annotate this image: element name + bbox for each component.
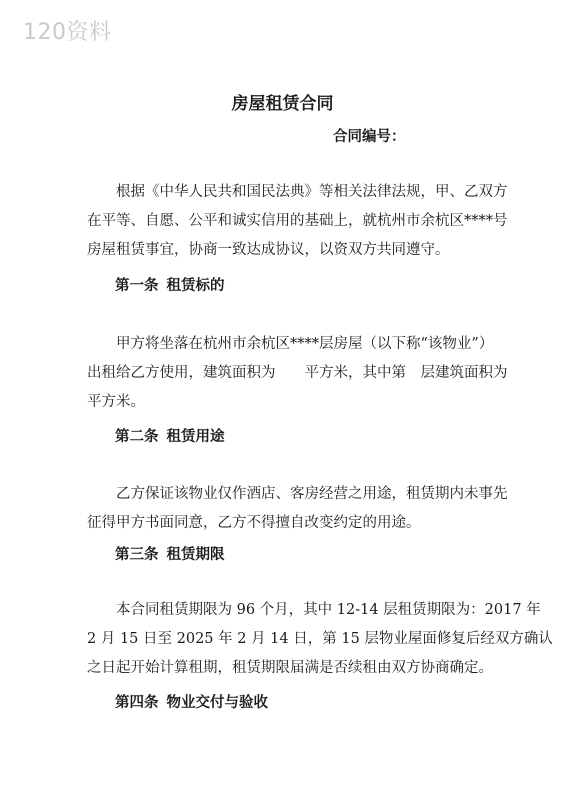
section-title: 租赁期限 bbox=[166, 546, 225, 563]
section-number: 第一条 bbox=[115, 277, 159, 294]
section-heading-4 bbox=[115, 691, 268, 712]
section-title: 租赁用途 bbox=[166, 428, 225, 445]
preamble-line: 在平等、自愿、公平和诚实信用的基础上，就杭州市余杭区****号 bbox=[87, 213, 508, 229]
document-title: 房屋租赁合同 bbox=[231, 94, 334, 114]
paragraph-line: 平方米。 bbox=[87, 394, 145, 410]
watermark-logo: 120资料 bbox=[23, 20, 112, 45]
paragraph-line: 之日起开始计算租期，租赁期限届满是否续租由双方协商确定。 bbox=[87, 660, 493, 676]
section-number: 第三条 bbox=[115, 546, 159, 563]
section-2-paragraph bbox=[87, 480, 508, 538]
paragraph-line: 征得甲方书面同意，乙方不得擅自改变约定的用途。 bbox=[87, 515, 421, 531]
preamble-paragraph bbox=[87, 178, 508, 265]
paragraph-line: 2 月 15 日至 2025 年 2 月 14 日，第 15 层物业屋面修复后经双方确认 bbox=[87, 631, 553, 647]
section-number: 第二条 bbox=[115, 428, 159, 445]
contract-number-label: 合同编号： bbox=[333, 128, 406, 145]
section-number: 第四条 bbox=[115, 694, 159, 711]
section-title: 租赁标的 bbox=[166, 277, 225, 294]
section-heading-2 bbox=[115, 425, 225, 446]
section-heading-3 bbox=[115, 543, 225, 564]
section-1-paragraph bbox=[87, 330, 508, 417]
paragraph-line: 甲方将坐落在杭州市余杭区****层房屋（以下称“该物业”） bbox=[116, 336, 494, 352]
section-title: 物业交付与验收 bbox=[166, 694, 268, 711]
paragraph-line: 乙方保证该物业仅作酒店、客房经营之用途，租赁期内未事先 bbox=[116, 486, 508, 502]
paragraph-line: 出租给乙方使用，建筑面积为 平方米，其中第 层建筑面积为 bbox=[87, 365, 508, 381]
section-heading-1 bbox=[115, 274, 225, 295]
section-3-paragraph bbox=[87, 596, 553, 683]
preamble-line: 根据《中华人民共和国民法典》等相关法律法规，甲、乙双方 bbox=[116, 184, 508, 200]
preamble-line: 房屋租赁事宜，协商一致达成协议，以资双方共同遵守。 bbox=[87, 242, 450, 258]
paragraph-line: 本合同租赁期限为 96 个月，其中 12-14 层租赁期限为：2017 年 bbox=[116, 602, 541, 618]
